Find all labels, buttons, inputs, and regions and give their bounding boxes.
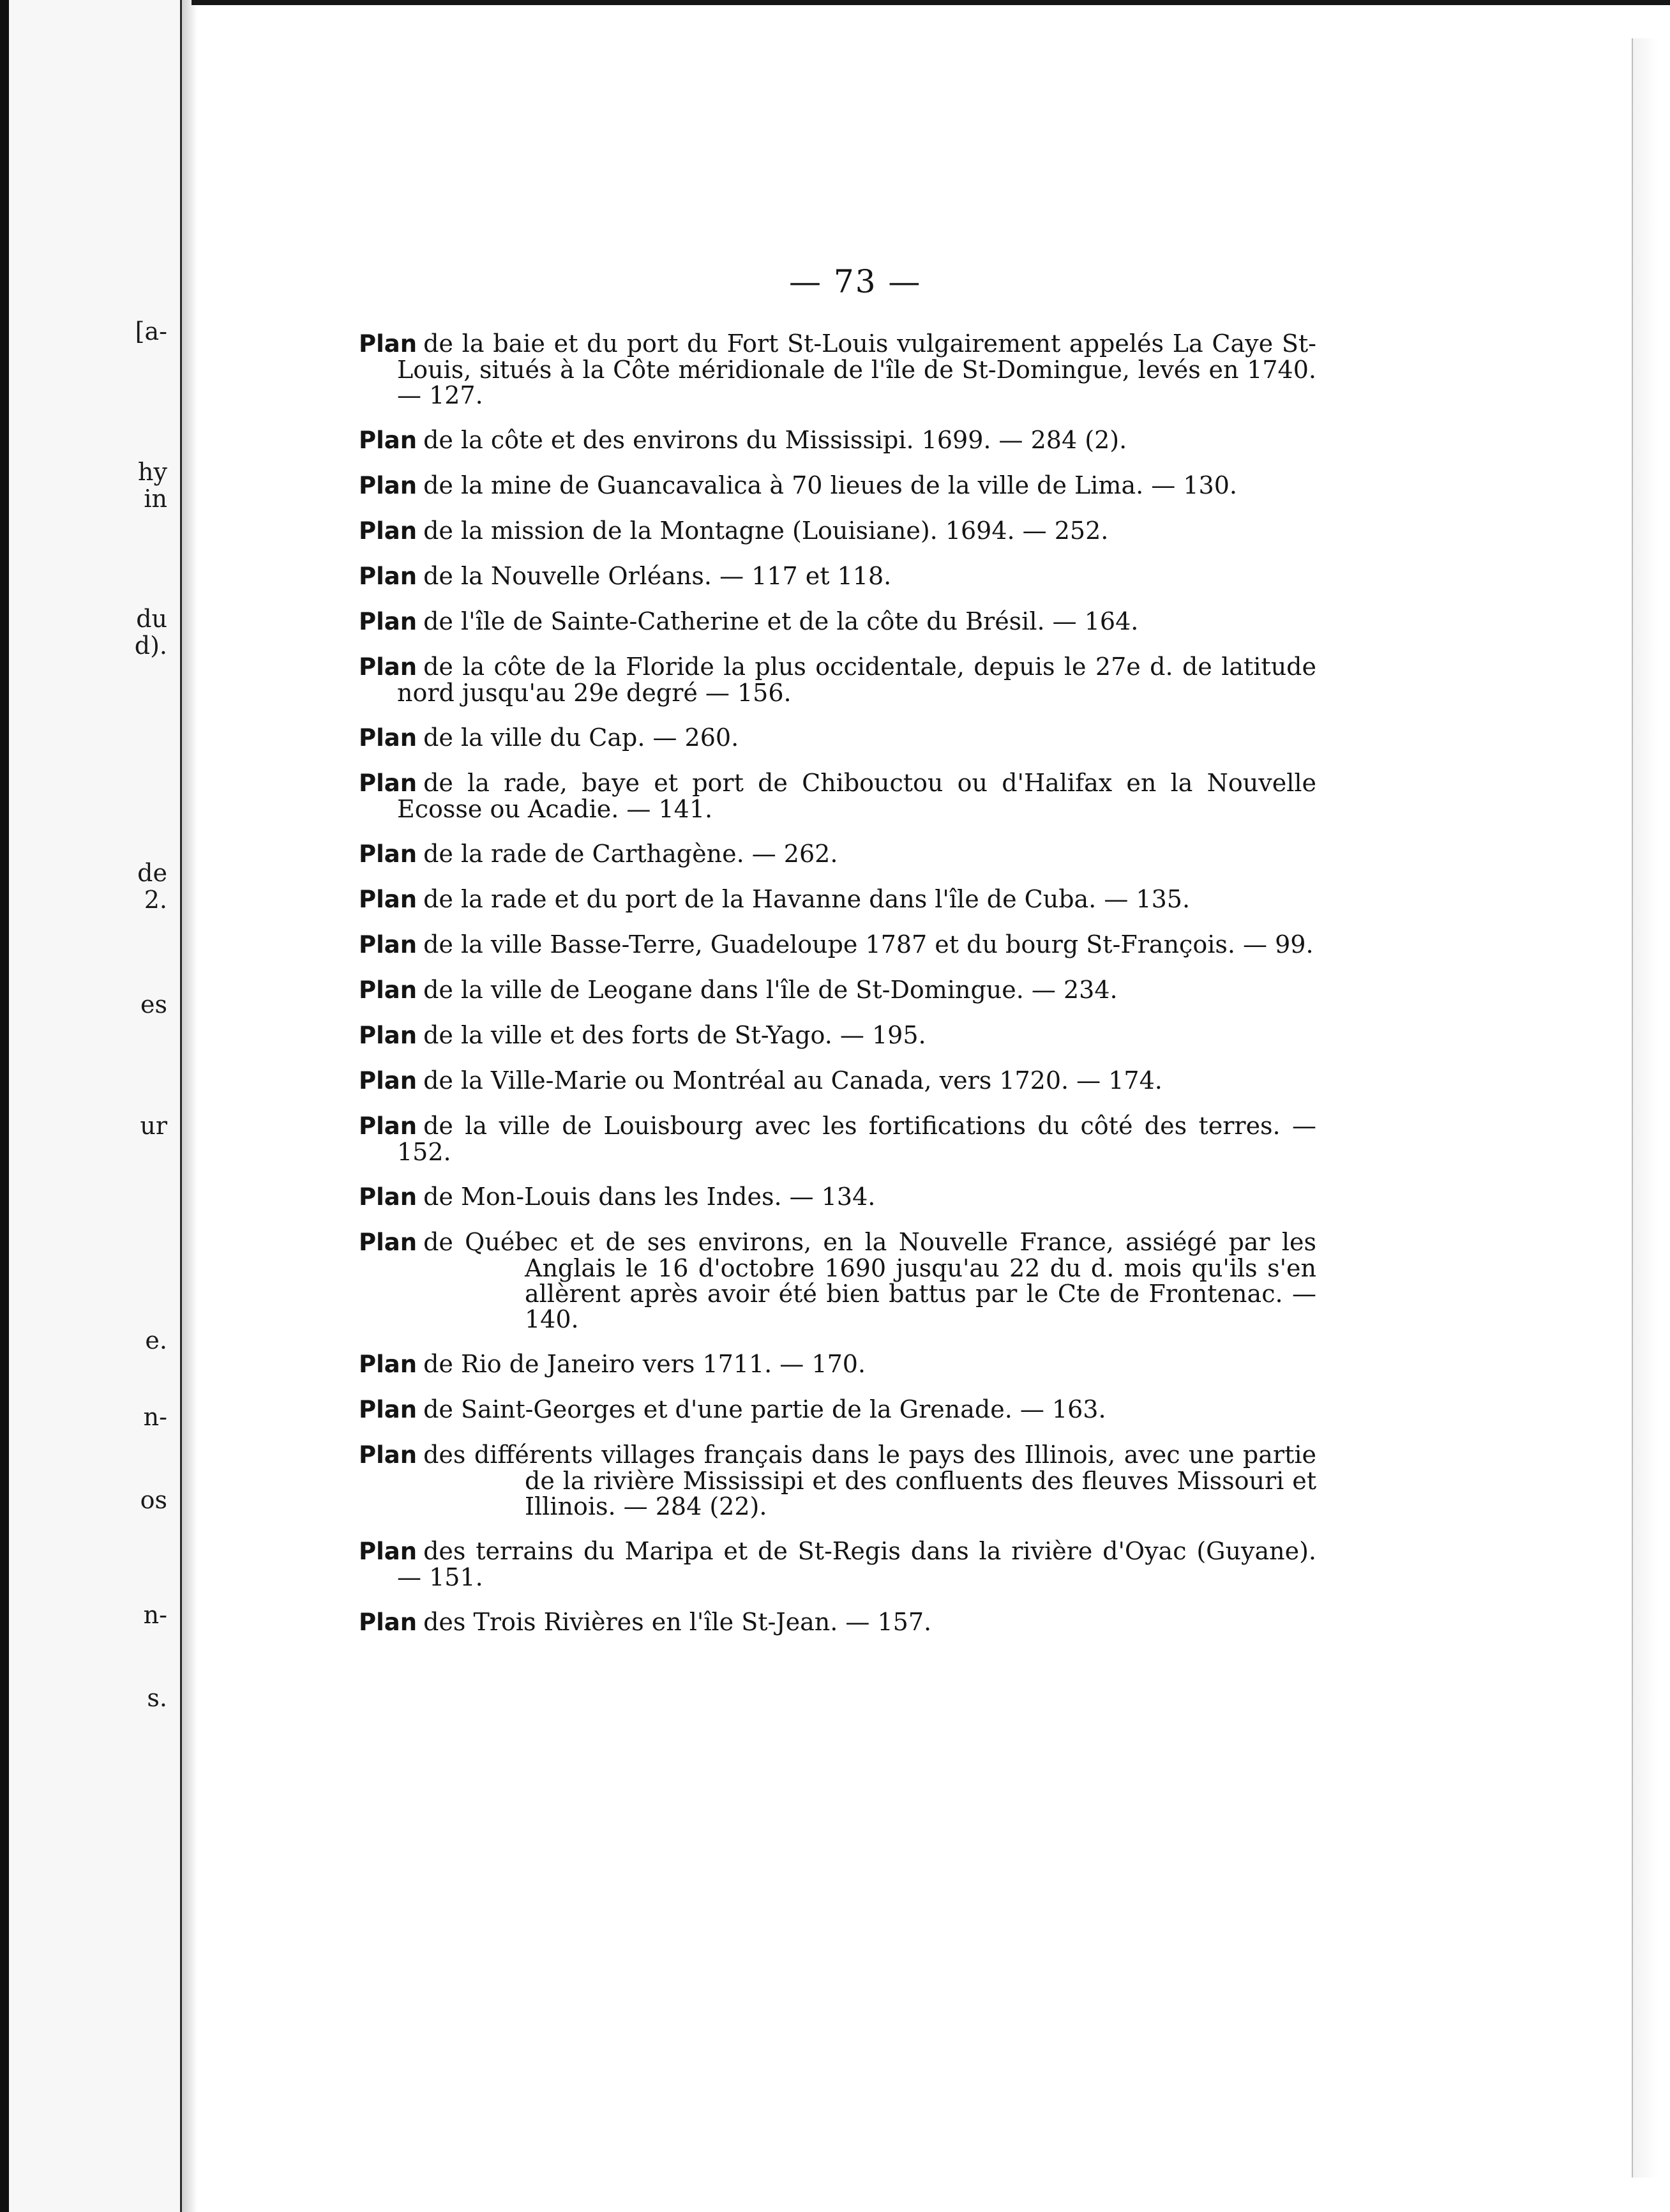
entry-text: de la ville du Cap. — 260. [423,723,739,752]
entry-text: de l'île de Sainte-Catherine et de la côte du Brésil. — 164. [423,607,1139,635]
list-item [359,518,1316,544]
entry-text: de la ville de Leogane dans l'île de St-Domingue. — 234. [423,976,1118,1004]
entry-text: de la rade, baye et port de Chibouctou ou d'Halifax en la Nouvelle Ecosse ou Acadie. — 141. [397,769,1316,823]
entry-keyword: Plan [359,608,418,635]
list-item [359,977,1316,1003]
entry-keyword: Plan [359,563,418,590]
entry-keyword: Plan [359,769,418,797]
list-item [359,725,1316,751]
entry-keyword: Plan [359,517,418,545]
entry-text: de la côte de la Floride la plus occidentale, depuis le 27e d. de latitude nord jusqu'au 29e degré — 156. [397,653,1316,707]
list-item [359,473,1316,499]
entry-keyword: Plan [359,1112,418,1140]
list-item [359,932,1316,958]
entry-text: de la rade et du port de la Havanne dans l'île de Cuba. — 135. [423,885,1191,913]
entry-keyword: Plan [359,427,418,454]
facing-text-fragment: hy in [138,458,167,513]
list-item [359,427,1316,453]
entry-text: de la ville et des forts de St-Yago. — 195. [423,1021,926,1049]
list-item [359,1538,1316,1590]
entry-text: de la Nouvelle Orléans. — 117 et 118. [423,562,892,590]
facing-text-fragment: ur [140,1112,167,1140]
scan-black-edge [0,0,9,2212]
list-item [359,1113,1316,1165]
entry-text: des Trois Rivières en l'île St-Jean. — 157. [423,1608,932,1636]
entry-keyword: Plan [359,1441,418,1469]
list-item [359,770,1316,822]
entry-keyword: Plan [359,1229,418,1256]
entry-text: de la côte et des environs du Mississipi. 1699. — 284 (2). [423,426,1127,454]
list-item [359,1022,1316,1049]
entry-keyword: Plan [359,931,418,958]
facing-text-fragment: [a- [135,317,167,345]
entry-keyword: Plan [359,472,418,499]
entry-text: des terrains du Maripa et de St-Regis dans la rivière d'Oyac (Guyane). — 151. [397,1537,1316,1591]
list-item [359,654,1316,706]
list-item [359,1184,1316,1210]
facing-page [9,0,182,2212]
list-item [359,1442,1316,1519]
entry-text: de la baie et du port du Fort St-Louis vulgairement appelés La Caye St-Louis, situés à la Côte méridionale de l'île de St-Domingue, levés en 1740. — 127. [397,330,1316,409]
entry-text: de la rade de Carthagène. — 262. [423,840,838,868]
page-right-edge [1632,38,1659,2178]
entry-text: de la ville Basse-Terre, Guadeloupe 1787 et du bourg St-François. — 99. [423,930,1314,958]
facing-text-fragment: e. [145,1326,167,1354]
entry-text: des différents villages français dans le pays des Illinois, avec une partie de la rivière Mississipi et des confluents des fleuves Missouri et Illinois. — 284 (22). [423,1441,1316,1520]
entry-keyword: Plan [359,330,418,358]
entry-text: de Rio de Janeiro vers 1711. — 170. [423,1350,866,1378]
entry-keyword: Plan [359,1609,418,1636]
facing-text-fragment: n- [143,1601,167,1629]
list-item [359,886,1316,913]
page-number: — 73 — [789,263,922,300]
list-item [359,331,1316,408]
list-item [359,1351,1316,1377]
entry-text: de la Ville-Marie ou Montréal au Canada, vers 1720. — 174. [423,1066,1162,1095]
entry-keyword: Plan [359,1538,418,1565]
facing-text-fragment: du d). [134,605,167,660]
list-item [359,841,1316,867]
facing-text-fragment: s. [147,1684,167,1712]
entry-keyword: Plan [359,840,418,868]
list-item [359,609,1316,635]
entry-text: de Mon-Louis dans les Indes. — 134. [423,1183,876,1211]
entry-keyword: Plan [359,1351,418,1378]
entry-text: de la mission de la Montagne (Louisiane). 1694. — 252. [423,517,1109,545]
entry-keyword: Plan [359,1183,418,1211]
list-item [359,1609,1316,1635]
list-item [359,1229,1316,1332]
scan-top-border [192,0,1670,5]
facing-text-fragment: de 2. [137,859,167,914]
entry-keyword: Plan [359,976,418,1004]
list-item [359,563,1316,589]
facing-text-fragment: os [140,1486,167,1514]
list-item [359,1068,1316,1094]
entry-keyword: Plan [359,1067,418,1095]
binding-shadow [182,0,197,2212]
entry-keyword: Plan [359,1022,418,1049]
entry-text: de Québec et de ses environs, en la Nouvelle France, assiégé par les Anglais le 16 d'octobre 1690 jusqu'au 22 du d. mois qu'ils s'en allèrent après avoir été bien battus par le Cte de Frontenac. — 140. [423,1228,1316,1333]
entry-text: de la ville de Louisbourg avec les fortifications du côté des terres. — 152. [397,1112,1316,1166]
entry-keyword: Plan [359,724,418,752]
entry-text: de Saint-Georges et d'une partie de la Grenade. — 163. [423,1395,1106,1423]
list-item [359,1397,1316,1423]
entry-keyword: Plan [359,1396,418,1423]
facing-text-fragment: es [140,990,167,1019]
entry-keyword: Plan [359,886,418,913]
facing-text-fragment: n- [143,1403,167,1431]
plan-entry-list [359,331,1316,1655]
entry-keyword: Plan [359,653,418,681]
entry-text: de la mine de Guancavalica à 70 lieues de la ville de Lima. — 130. [423,471,1237,499]
